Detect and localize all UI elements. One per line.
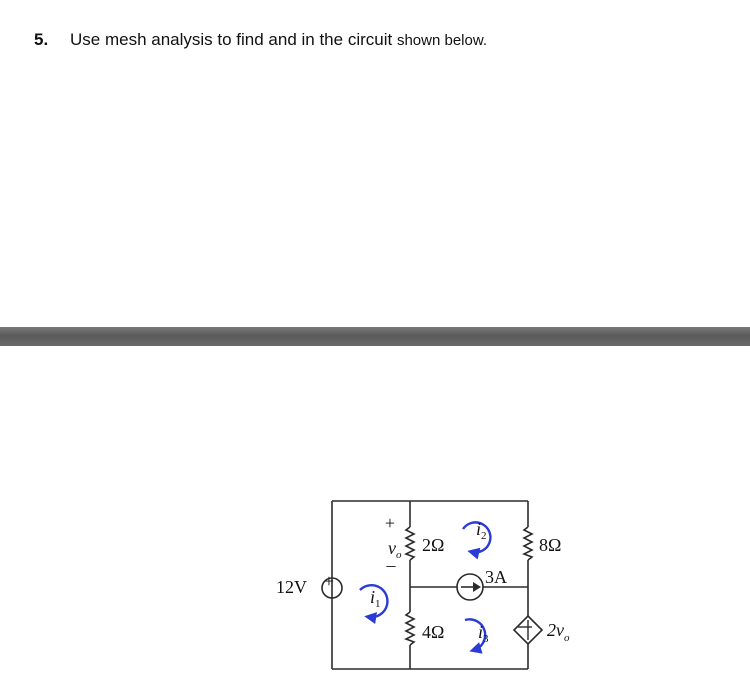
source-plus-sign: + [323, 571, 335, 591]
r3-label: 4Ω [422, 622, 445, 642]
vo-label: $v_o$ [388, 538, 402, 561]
resistor-4ohm [406, 612, 414, 645]
resistor-8ohm [524, 527, 532, 560]
problem-text: Use mesh analysis to find and in the circuit [70, 30, 393, 49]
dependent-voltage-source [514, 616, 542, 644]
resistor-2ohm [406, 527, 414, 560]
problem-number: 5. [34, 30, 49, 49]
current-source-3a [457, 574, 483, 600]
r1-label: 2Ω [422, 535, 445, 555]
r2-label: 8Ω [539, 535, 562, 555]
mesh3-label: $i_3$ [478, 622, 489, 645]
source-voltage-label: 12V [276, 577, 307, 597]
current-source-label: 3A [485, 567, 507, 587]
dependent-source-label: $2v_o$ [547, 620, 570, 644]
mesh1-label: $i_1$ [370, 587, 381, 610]
problem-text-end: shown below. [396, 32, 488, 49]
mesh2-label: $i_2$ [476, 519, 487, 542]
vo-plus-sign: + [384, 513, 396, 533]
vo-minus-sign: – [386, 555, 396, 575]
